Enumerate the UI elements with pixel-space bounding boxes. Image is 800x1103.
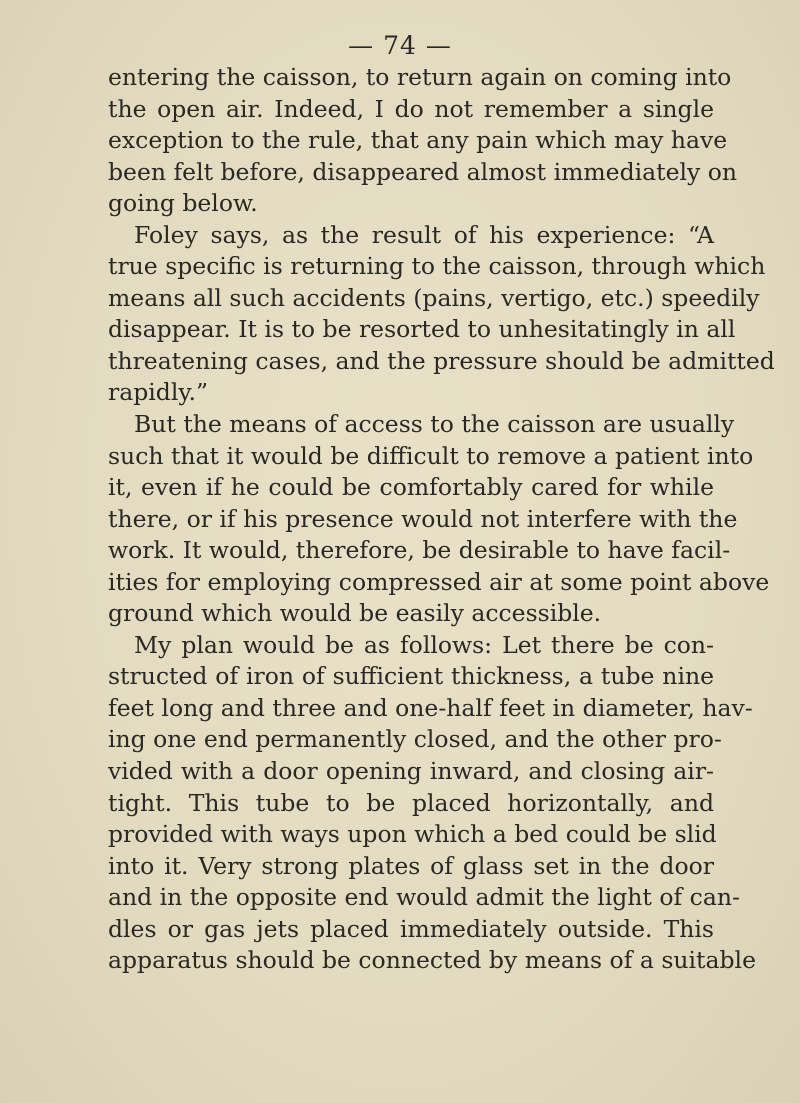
body-text <box>108 62 775 977</box>
page-number: — 74 — <box>348 31 452 60</box>
text-line: exception to the rule, that any pain which may have <box>108 126 728 155</box>
text-line: ities for employing compressed air at some point above <box>108 567 770 596</box>
text-line: tight. This tube to be placed horizontally, and <box>108 788 714 817</box>
text-line: feet long and three and one-half feet in diameter, hav- <box>108 693 753 722</box>
text-line: true specific is returning to the caisson, through which <box>108 252 766 281</box>
text-line: ing one end permanently closed, and the other pro- <box>108 725 722 754</box>
text-line: there, or if his presence would not interfere with the <box>108 504 738 533</box>
text-line: Foley says, as the result of his experience: “A <box>134 220 714 249</box>
text-line: the open air. Indeed, I do not remember a single <box>108 94 714 123</box>
text-line: means all such accidents (pains, vertigo, etc.) speedily <box>108 283 760 312</box>
text-line: going below. <box>108 189 258 218</box>
text-line: But the means of access to the caisson are usually <box>134 410 735 439</box>
text-line: such that it would be difficult to remove a patient into <box>108 441 754 470</box>
text-line: dles or gas jets placed immediately outside. This <box>108 914 714 943</box>
paragraph <box>108 409 770 630</box>
text-line: been felt before, disappeared almost immediately on <box>108 157 738 186</box>
text-line: work. It would, therefore, be desirable to have facil- <box>108 536 731 565</box>
text-line: My plan would be as follows: Let there be con- <box>134 630 714 659</box>
text-line: provided with ways upon which a bed could be slid <box>108 820 717 849</box>
paragraph <box>108 220 775 409</box>
text-line: and in the opposite end would admit the light of can- <box>108 883 740 912</box>
text-line: it, even if he could be comfortably cared for while <box>108 473 714 502</box>
text-line: threatening cases, and the pressure should be admitted <box>108 346 775 375</box>
paragraph <box>108 62 738 220</box>
text-line: disappear. It is to be resorted to unhesitatingly in all <box>108 315 736 344</box>
text-line: vided with a door opening inward, and closing air- <box>108 757 714 786</box>
text-line: entering the caisson, to return again on coming into <box>108 63 732 91</box>
text-line: ground which would be easily accessible. <box>108 599 602 628</box>
text-line: rapidly.” <box>108 378 209 407</box>
text-line: apparatus should be connected by means of a suitable <box>108 946 756 975</box>
text-line: into it. Very strong plates of glass set in the door <box>108 851 714 880</box>
text-line: structed of iron of sufficient thickness, a tube nine <box>108 662 714 691</box>
paragraph <box>108 630 756 977</box>
